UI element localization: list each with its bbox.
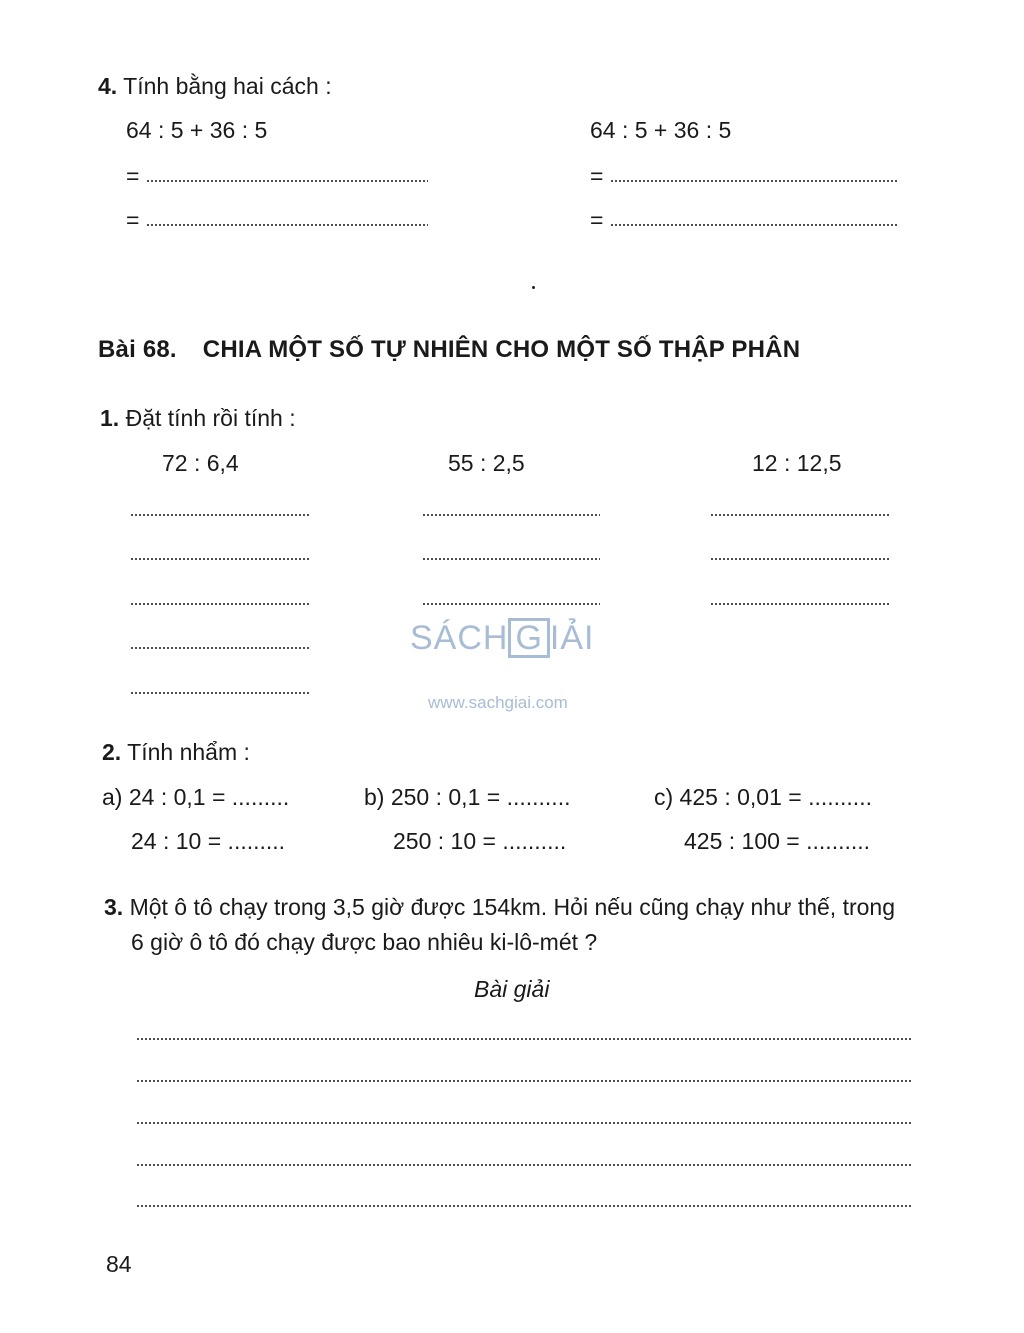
print-speck <box>532 286 535 289</box>
word-problem-text: Một ô tô chạy trong 3,5 giờ được 154km. Hỏi nếu cũng chạy như thế, trong <box>129 894 896 920</box>
watermark-logo <box>410 618 595 658</box>
work-line[interactable] <box>130 514 310 516</box>
mental-calc-a1: a) 24 : 0,1 = ......... <box>102 784 290 810</box>
problem-1: 72 : 6,4 <box>162 450 239 476</box>
work-line[interactable] <box>130 647 310 649</box>
exercise-1-title <box>100 404 296 432</box>
ex4-equals-left-1: = <box>126 163 140 189</box>
watermark-url: www.sachgiai.com <box>428 693 568 712</box>
lesson-number: Bài 68. <box>98 336 177 363</box>
watermark-text-left: SÁCH <box>410 619 509 657</box>
answer-blank[interactable] <box>146 180 428 182</box>
exercise-instruction: Đặt tính rồi tính : <box>125 405 296 431</box>
exercise-number: 2. <box>102 739 122 765</box>
page-number: 84 <box>106 1251 132 1277</box>
solution-line[interactable] <box>136 1122 912 1124</box>
solution-line[interactable] <box>136 1038 912 1040</box>
exercise-2-title <box>102 738 250 766</box>
work-line[interactable] <box>130 603 310 605</box>
solution-label: Bài giải <box>474 976 550 1002</box>
ex4-expression-right: 64 : 5 + 36 : 5 <box>590 117 732 143</box>
exercise-number: 1. <box>100 405 120 431</box>
mental-calc-b1: b) 250 : 0,1 = .......... <box>364 784 571 810</box>
exercise-number: 4. <box>98 73 118 99</box>
work-line[interactable] <box>130 692 310 694</box>
ex4-equals-left-2: = <box>126 207 140 233</box>
exercise-number: 3. <box>104 894 124 920</box>
work-line[interactable] <box>422 514 600 516</box>
work-line[interactable] <box>130 558 310 560</box>
work-line[interactable] <box>422 558 600 560</box>
work-line[interactable] <box>710 603 890 605</box>
work-line[interactable] <box>710 558 890 560</box>
exercise-4-title <box>98 72 332 100</box>
solution-line[interactable] <box>136 1080 912 1082</box>
mental-calc-c1: c) 425 : 0,01 = .......... <box>654 784 872 810</box>
exercise-instruction: Tính bằng hai cách : <box>123 73 332 99</box>
mental-calc-c2: 425 : 100 = .......... <box>684 828 871 854</box>
answer-blank[interactable] <box>146 224 428 226</box>
answer-blank[interactable] <box>610 180 898 182</box>
work-line[interactable] <box>422 603 600 605</box>
solution-line[interactable] <box>136 1164 912 1166</box>
exercise-instruction: Tính nhẩm : <box>127 739 250 765</box>
solution-line[interactable] <box>136 1205 912 1207</box>
answer-blank[interactable] <box>610 224 898 226</box>
problem-3: 12 : 12,5 <box>752 450 842 476</box>
problem-2: 55 : 2,5 <box>448 450 525 476</box>
lesson-title: CHIA MỘT SỐ TỰ NHIÊN CHO MỘT SỐ THẬP PHÂN <box>202 336 801 363</box>
watermark-box-letter: G <box>508 618 549 658</box>
ex4-equals-right-2: = <box>590 207 604 233</box>
mental-calc-a2: 24 : 10 = ......... <box>131 828 286 854</box>
exercise-3-line-2: 6 giờ ô tô đó chạy được bao nhiêu ki-lô-mét ? <box>131 929 598 955</box>
watermark-text-right: IẢI <box>549 619 595 657</box>
work-line[interactable] <box>710 514 890 516</box>
lesson-heading <box>98 336 800 364</box>
ex4-equals-right-1: = <box>590 163 604 189</box>
exercise-3-line-1 <box>104 893 895 921</box>
mental-calc-b2: 250 : 10 = .......... <box>393 828 567 854</box>
ex4-expression-left: 64 : 5 + 36 : 5 <box>126 117 268 143</box>
